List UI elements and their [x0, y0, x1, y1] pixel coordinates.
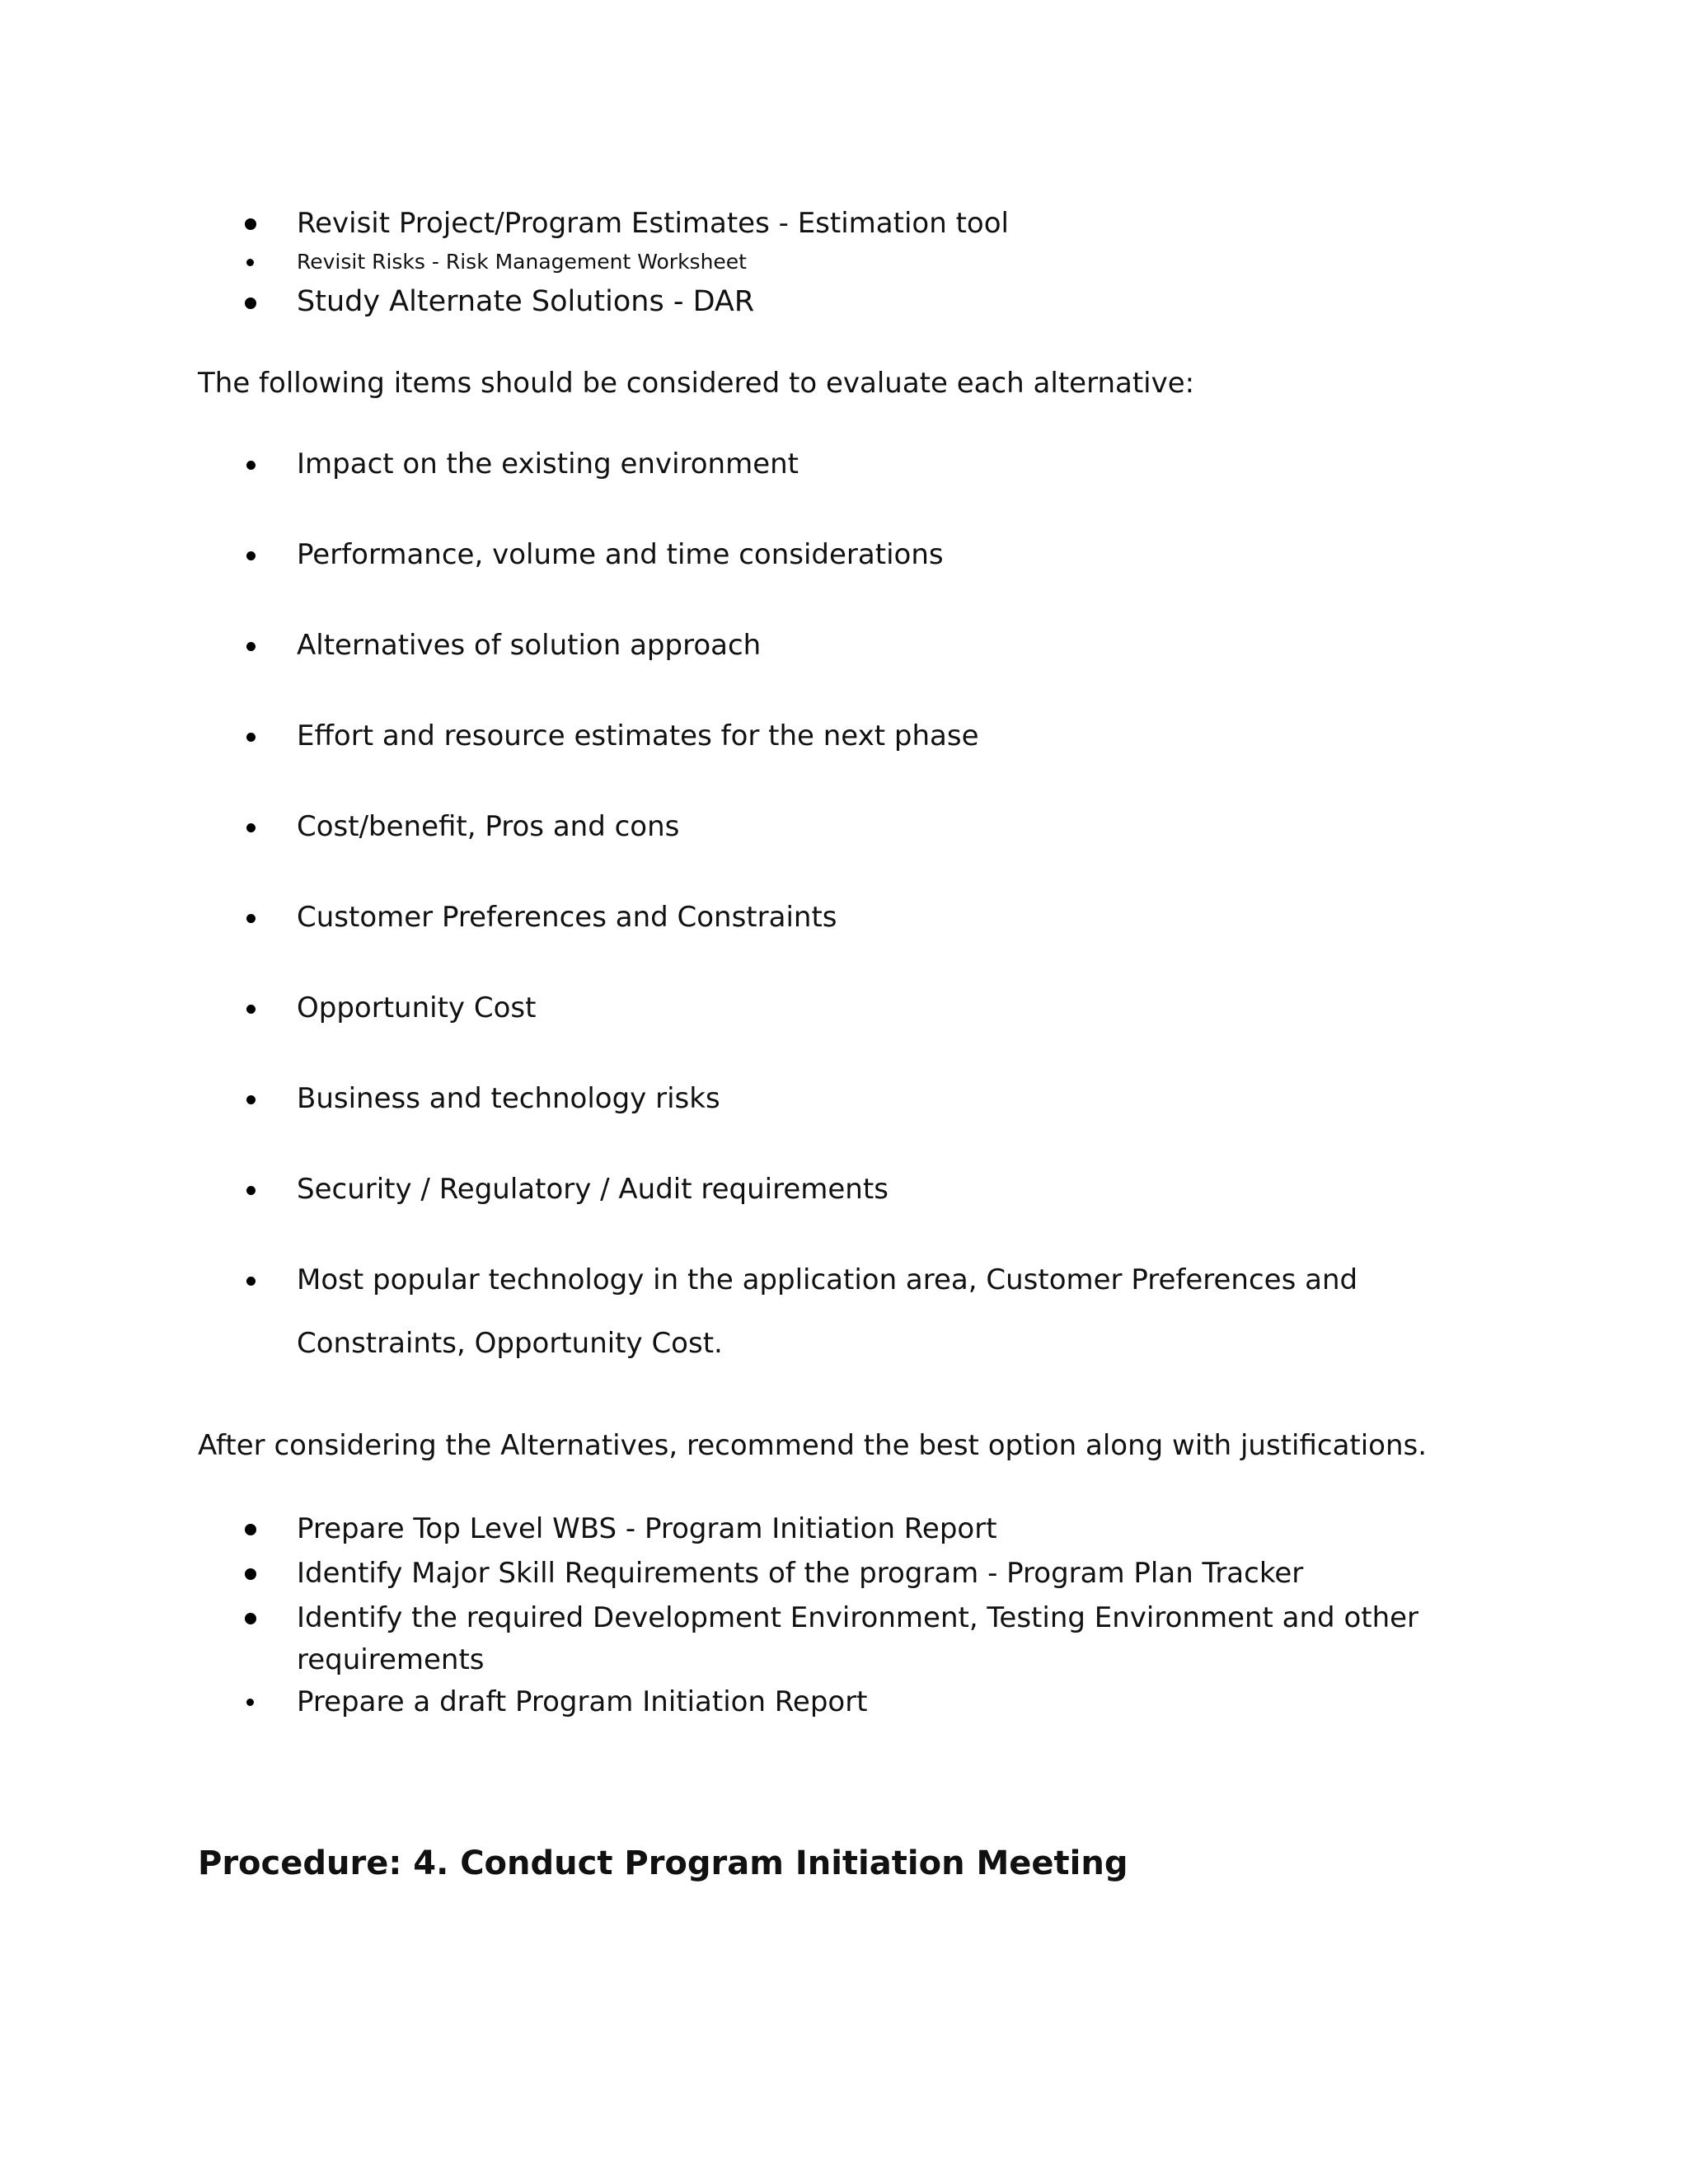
bullet-icon: [245, 218, 256, 230]
bullet-icon: [246, 1699, 254, 1706]
bullet-icon: [246, 1005, 256, 1014]
bullet-icon: [246, 259, 254, 266]
list-item-text: Alternatives of solution approach: [297, 629, 762, 662]
bullet-icon: [246, 642, 256, 651]
list-item-text: Study Alternate Solutions - DAR: [297, 285, 755, 318]
list-item-text: Identify the required Development Environment, Testing Environment and other requirements: [297, 1601, 1419, 1676]
list-item-text: Prepare Top Level WBS - Program Initiation Report: [297, 1512, 997, 1545]
list-item-text: Most popular technology in the application area, Customer Preferences and Constraints, Opportunity Cost.: [297, 1263, 1358, 1360]
list-item-text: Revisit Project/Program Estimates - Estimation tool: [297, 207, 1009, 240]
intro-paragraph: The following items should be considered to evaluate each alternative:: [198, 367, 1195, 400]
list-item-text: Prepare a draft Program Initiation Report: [297, 1685, 868, 1718]
bullet-icon: [246, 733, 256, 742]
bullet-icon: [246, 551, 256, 560]
bullet-icon: [245, 298, 256, 309]
list-item-text: Business and technology risks: [297, 1082, 720, 1115]
list-item-text: Impact on the existing environment: [297, 448, 799, 480]
bullet-icon: [246, 1095, 256, 1104]
bullet-icon: [245, 1568, 256, 1580]
bullet-icon: [246, 1186, 256, 1195]
bullet-icon: [245, 1613, 256, 1624]
bullet-icon: [246, 1277, 256, 1286]
bullet-icon: [245, 1524, 256, 1535]
after-paragraph: After considering the Alternatives, recommend the best option along with justifications.: [198, 1429, 1428, 1462]
list-item-text: Revisit Risks - Risk Management Worksheet: [297, 250, 747, 274]
list-item-text: Opportunity Cost: [297, 991, 537, 1024]
list-item-text: Security / Regulatory / Audit requirements: [297, 1173, 889, 1206]
list-item-text: Cost/benefit, Pros and cons: [297, 810, 680, 843]
procedure-heading: Procedure: 4. Conduct Program Initiation Meeting: [198, 1844, 1128, 1882]
list-item-text: Identify Major Skill Requirements of the program - Program Plan Tracker: [297, 1557, 1304, 1590]
bullet-icon: [246, 823, 256, 832]
bullet-icon: [246, 914, 256, 923]
list-item-text: Effort and resource estimates for the next phase: [297, 719, 979, 752]
list-item-text: Customer Preferences and Constraints: [297, 901, 837, 934]
bullet-icon: [246, 461, 256, 470]
list-item-text: Performance, volume and time considerations: [297, 538, 944, 571]
